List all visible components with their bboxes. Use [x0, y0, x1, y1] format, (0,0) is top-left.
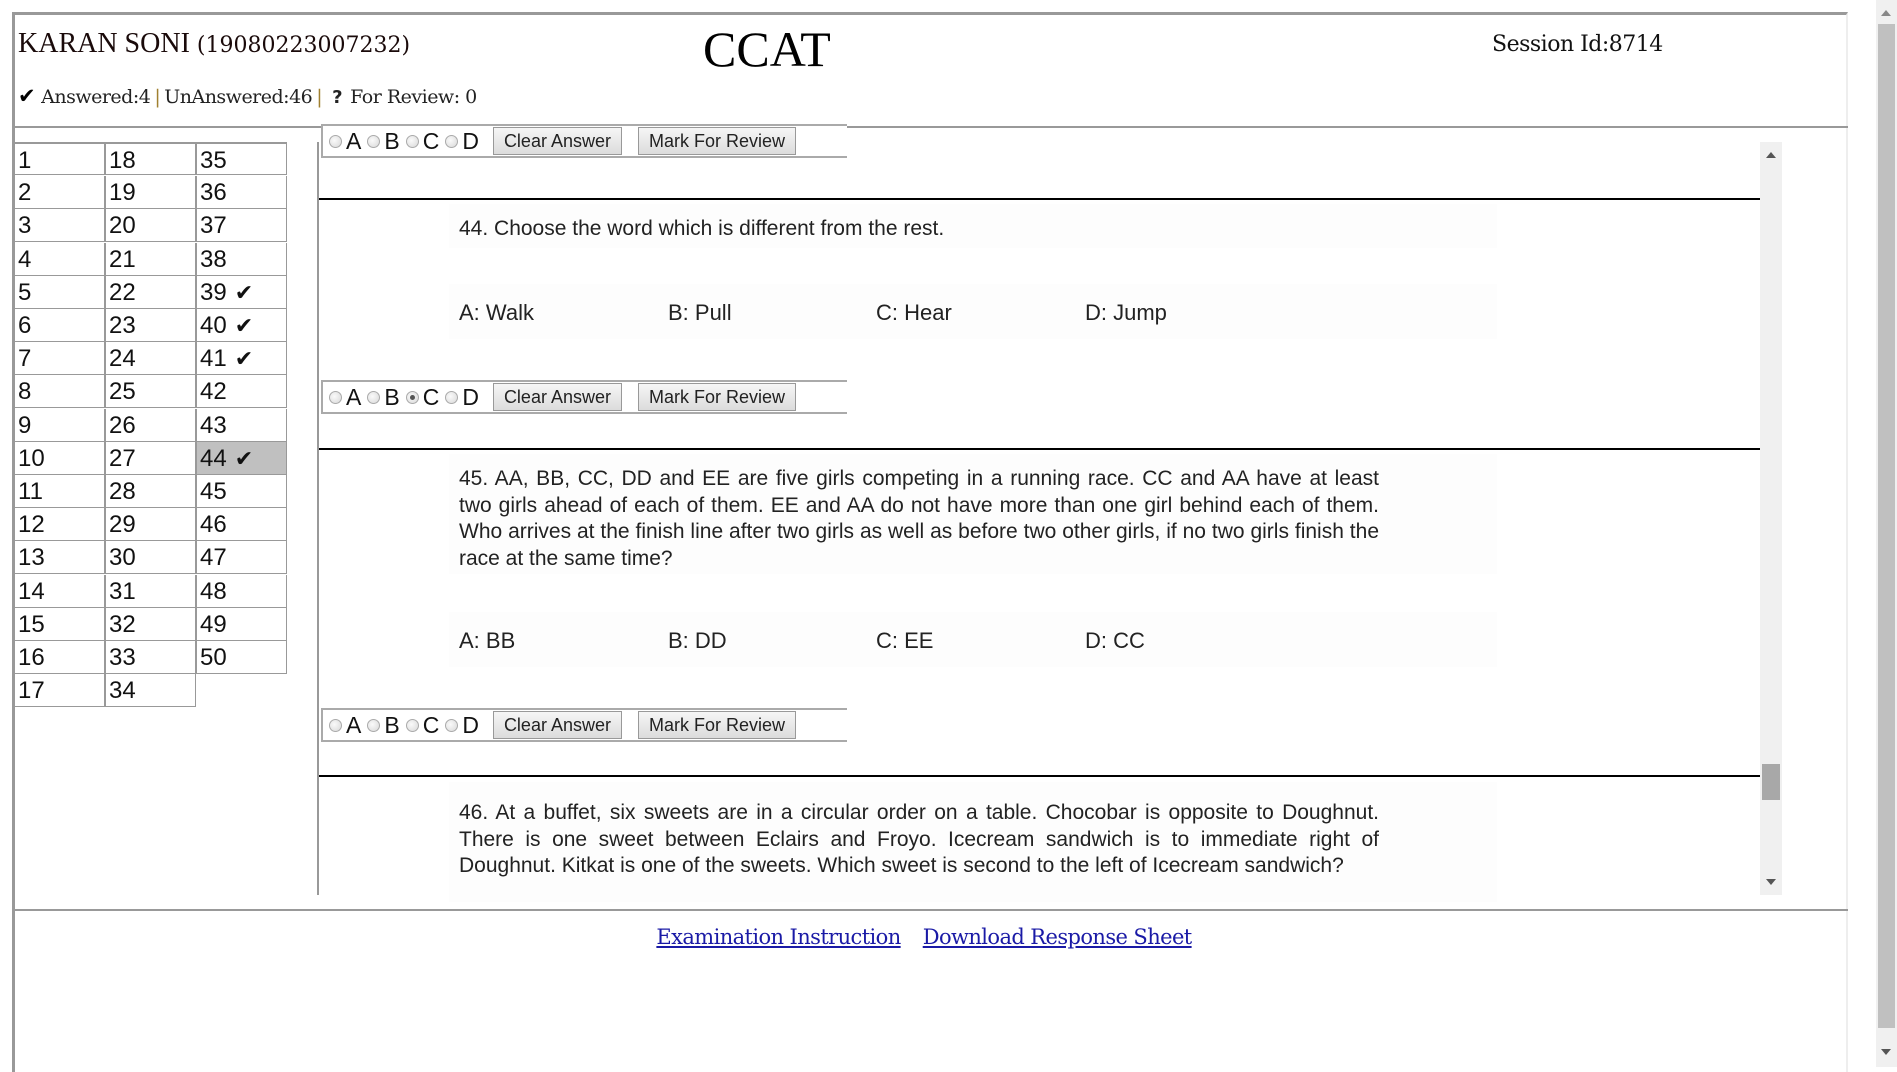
answered-checkmark-icon: ✔: [234, 280, 254, 306]
question-nav-cell[interactable]: [14, 409, 105, 442]
radio-icon: [445, 719, 458, 732]
question-text-46: 46. At a buffet, six sweets are in a circular order on a table. Chocobar is opposite to Doughnut. There is one sweet between Eclairs and Froyo. Icecream sandwich is to immediate right of Doughnut. Kitkat is one of the sweets. Which sweet is second to the left of Icecream sandwich?: [459, 801, 1379, 877]
option-b-radio[interactable]: [367, 128, 399, 155]
question-nav-cell[interactable]: [196, 309, 287, 342]
option-a-radio[interactable]: [329, 128, 361, 155]
question-number: 18: [109, 147, 136, 174]
question-nav-cell[interactable]: [14, 674, 105, 707]
question-number: 37: [200, 212, 227, 240]
question-number: 8: [18, 378, 32, 406]
question-nav-cell[interactable]: [14, 276, 105, 309]
option-b-radio[interactable]: [367, 712, 399, 739]
question-number: 3: [18, 212, 32, 240]
checkmark-icon: ✔: [18, 84, 36, 108]
question-icon: ?: [332, 87, 343, 108]
question-nav-cell[interactable]: [14, 442, 105, 475]
answer-bar-q43: [321, 124, 847, 158]
footer-divider: [15, 909, 1848, 911]
question-number: 12: [18, 511, 45, 539]
question-number: 28: [109, 478, 136, 505]
question-number: 17: [18, 677, 45, 705]
answered-checkmark-icon: ✔: [234, 314, 254, 339]
divider: |: [316, 86, 323, 108]
option-d-radio[interactable]: [445, 712, 479, 739]
question-number: 41: [200, 345, 227, 373]
question-nav-cell[interactable]: [105, 541, 196, 574]
question-number: 7: [18, 345, 32, 373]
scroll-up-arrow-icon[interactable]: [1766, 152, 1776, 158]
question-number: 43: [200, 411, 227, 439]
divider: |: [154, 86, 161, 108]
radio-label: A: [346, 383, 362, 410]
answer-stats: [18, 84, 477, 108]
candidate-name: [18, 28, 410, 60]
radio-label: C: [422, 383, 440, 410]
question-nav-cell[interactable]: [14, 176, 105, 209]
radio-label: A: [346, 711, 362, 738]
question-number: 16: [18, 644, 45, 671]
question-number: 40: [200, 312, 227, 339]
question-number: 32: [109, 610, 136, 638]
option-a-radio[interactable]: [329, 712, 361, 739]
option-b-radio[interactable]: [367, 384, 399, 411]
question-nav-cell[interactable]: [196, 575, 287, 608]
question-separator: [319, 198, 1760, 200]
question-number: 11: [18, 478, 43, 505]
question-number: 14: [18, 577, 45, 605]
question-nav-cell[interactable]: [14, 641, 105, 674]
question-number: 10: [18, 444, 45, 472]
question-number: 20: [109, 212, 136, 240]
radio-selected-icon: [406, 391, 419, 404]
question-number: 19: [109, 179, 136, 207]
question-number: 30: [109, 544, 136, 572]
question-number: 21: [109, 245, 136, 273]
question-nav-cell[interactable]: [196, 608, 287, 641]
question-nav-cell[interactable]: [105, 276, 196, 309]
question-nav-cell[interactable]: [105, 243, 196, 276]
option-c-radio[interactable]: [406, 384, 440, 411]
question-nav-cell[interactable]: [196, 641, 287, 674]
answer-bar-q44: [321, 380, 847, 414]
question-nav-cell[interactable]: [14, 575, 105, 608]
question-text-44: 44. Choose the word which is different from the rest.: [459, 217, 945, 240]
question-nav-cell[interactable]: [196, 475, 287, 508]
question-nav-cell[interactable]: [105, 508, 196, 541]
question-number: 26: [109, 411, 136, 439]
scrollbar-thumb[interactable]: [1762, 764, 1780, 800]
question-number: 36: [200, 179, 227, 207]
option-c-text: C: Hear: [876, 300, 952, 325]
option-d-text: D: Jump: [1085, 300, 1167, 325]
question-nav-cell[interactable]: [196, 342, 287, 375]
question-number: 13: [18, 544, 45, 572]
answered-checkmark-icon: ✔: [234, 446, 254, 472]
radio-icon: [406, 135, 419, 148]
question-nav-cell[interactable]: [105, 309, 196, 342]
question-nav-cell[interactable]: [105, 575, 196, 608]
radio-icon: [367, 391, 380, 404]
review-count: For Review: 0: [350, 86, 477, 108]
question-nav-cell[interactable]: [105, 142, 196, 175]
question-number: 50: [200, 644, 227, 671]
session-id: Session Id:8714: [1492, 32, 1663, 57]
scroll-down-arrow-icon[interactable]: [1766, 879, 1776, 885]
question-number: 45: [200, 478, 227, 505]
question-number: 42: [200, 378, 227, 406]
question-nav-cell[interactable]: [105, 641, 196, 674]
question-nav-cell[interactable]: [14, 475, 105, 508]
question-nav-cell[interactable]: [14, 608, 105, 641]
question-nav-cell[interactable]: [105, 475, 196, 508]
radio-label: B: [384, 383, 400, 410]
candidate-roll-number: (19080223007232): [196, 33, 411, 58]
option-c-radio[interactable]: [406, 128, 440, 155]
question-number: 47: [200, 544, 227, 572]
question-nav-cell[interactable]: [105, 342, 196, 375]
question-nav-cell[interactable]: [14, 309, 105, 342]
clear-answer-button[interactable]: Clear Answer: [493, 383, 622, 411]
question-separator: [319, 448, 1760, 450]
question-nav-cell[interactable]: [196, 276, 287, 309]
option-a-radio[interactable]: [329, 384, 361, 411]
question-nav-cell[interactable]: [105, 176, 196, 209]
question-number: 39: [200, 278, 227, 306]
options-bg: [449, 284, 1497, 339]
question-number: 4: [18, 245, 32, 273]
answered-count: Answered:4: [41, 86, 151, 108]
mark-for-review-button[interactable]: Mark For Review: [638, 383, 796, 411]
question-separator: [319, 775, 1760, 777]
question-text-45: 45. AA, BB, CC, DD and EE are five girls competing in a running race. CC and AA have at least two girls ahead of each of them. EE and AA do not have more than one girl behind each of them. Who arrives at the finish line after two girls as well as before two other girls, if no two girls finish the race at the same time?: [459, 467, 1379, 570]
option-b-text: B: DD: [668, 628, 727, 653]
option-d-text: D: CC: [1085, 628, 1145, 653]
option-b-text: B: Pull: [668, 300, 732, 325]
download-response-sheet-link[interactable]: Download Response Sheet: [922, 925, 1192, 949]
question-nav-cell[interactable]: [105, 209, 196, 242]
footer-links: [0, 925, 1848, 949]
option-c-radio[interactable]: [406, 712, 440, 739]
question-nav-cell[interactable]: [14, 541, 105, 574]
browser-scrollbar[interactable]: [1876, 0, 1897, 1067]
radio-icon: [367, 719, 380, 732]
question-nav-cell[interactable]: [196, 243, 287, 276]
question-nav-cell[interactable]: [105, 409, 196, 442]
unanswered-count: UnAnswered:46: [164, 86, 313, 108]
scroll-down-arrow-icon[interactable]: [1881, 1049, 1891, 1055]
radio-icon: [329, 719, 342, 732]
radio-icon: [445, 135, 458, 148]
mark-for-review-button[interactable]: Mark For Review: [638, 711, 796, 739]
question-nav-cell[interactable]: [105, 375, 196, 408]
question-nav-cell[interactable]: [196, 209, 287, 242]
examination-instruction-link[interactable]: Examination Instruction: [656, 925, 901, 949]
question-number: 33: [109, 644, 136, 671]
question-nav-cell[interactable]: [196, 176, 287, 209]
question-nav-cell[interactable]: [196, 541, 287, 574]
scrollbar-thumb[interactable]: [1878, 24, 1895, 1028]
question-nav-cell[interactable]: [14, 142, 105, 175]
clear-answer-button[interactable]: Clear Answer: [493, 127, 622, 155]
question-number: 9: [18, 411, 32, 439]
question-nav-cell[interactable]: [105, 674, 196, 707]
options-bg: [449, 612, 1497, 667]
question-pane-scrollbar[interactable]: [1760, 142, 1782, 895]
answer-bar-q45: [321, 708, 847, 742]
candidate-name-text: KARAN SONI: [18, 28, 190, 59]
option-c-text: C: EE: [876, 628, 934, 653]
radio-icon: [329, 135, 342, 148]
question-number: 27: [109, 444, 136, 472]
radio-label: B: [384, 127, 400, 154]
question-number: 48: [200, 577, 227, 605]
radio-icon: [445, 391, 458, 404]
exam-title: CCAT: [703, 21, 831, 77]
question-number: 5: [18, 278, 32, 306]
question-number: 24: [109, 345, 136, 373]
option-d-radio[interactable]: [445, 128, 479, 155]
option-a-text: A: BB: [459, 628, 516, 653]
question-number: 34: [109, 677, 136, 705]
header-divider: [15, 126, 1848, 128]
question-number: 1: [18, 147, 32, 174]
radio-label: B: [384, 711, 400, 738]
question-nav-cell[interactable]: [105, 442, 196, 475]
question-number: 29: [109, 511, 136, 539]
question-number: 49: [200, 610, 227, 638]
question-nav-cell[interactable]: [14, 243, 105, 276]
clear-answer-button[interactable]: Clear Answer: [493, 711, 622, 739]
question-nav-cell[interactable]: [14, 342, 105, 375]
radio-label: C: [422, 127, 440, 154]
question-nav-cell[interactable]: [14, 375, 105, 408]
question-nav-cell[interactable]: [14, 209, 105, 242]
question-number: 22: [109, 278, 136, 306]
radio-icon: [329, 391, 342, 404]
question-number: 25: [109, 378, 136, 406]
radio-label: D: [462, 711, 479, 738]
question-number: 35: [200, 147, 227, 174]
radio-label: A: [346, 127, 362, 154]
radio-icon: [406, 719, 419, 732]
option-d-radio[interactable]: [445, 384, 479, 411]
question-nav-cell[interactable]: [105, 608, 196, 641]
question-number: 23: [109, 312, 136, 339]
question-nav-cell[interactable]: [196, 409, 287, 442]
question-pane[interactable]: [317, 127, 1760, 895]
radio-icon: [367, 135, 380, 148]
question-number: 46: [200, 511, 227, 539]
question-number: 2: [18, 179, 32, 207]
answered-checkmark-icon: ✔: [234, 347, 254, 373]
radio-label: D: [462, 383, 479, 410]
question-nav-cell[interactable]: [14, 508, 105, 541]
question-number: 31: [109, 577, 136, 605]
question-number: 15: [18, 610, 45, 638]
scroll-up-arrow-icon[interactable]: [1881, 10, 1891, 16]
mark-for-review-button[interactable]: Mark For Review: [638, 127, 796, 155]
question-number: 38: [200, 245, 227, 273]
question-number: 6: [18, 312, 32, 339]
radio-label: C: [422, 711, 440, 738]
question-nav-cell[interactable]: [196, 442, 287, 475]
question-nav-cell[interactable]: [196, 508, 287, 541]
question-nav-cell[interactable]: [196, 375, 287, 408]
radio-label: D: [462, 127, 479, 154]
question-number: 44: [200, 444, 227, 472]
question-nav-cell[interactable]: [196, 142, 287, 175]
option-a-text: A: Walk: [459, 300, 534, 325]
